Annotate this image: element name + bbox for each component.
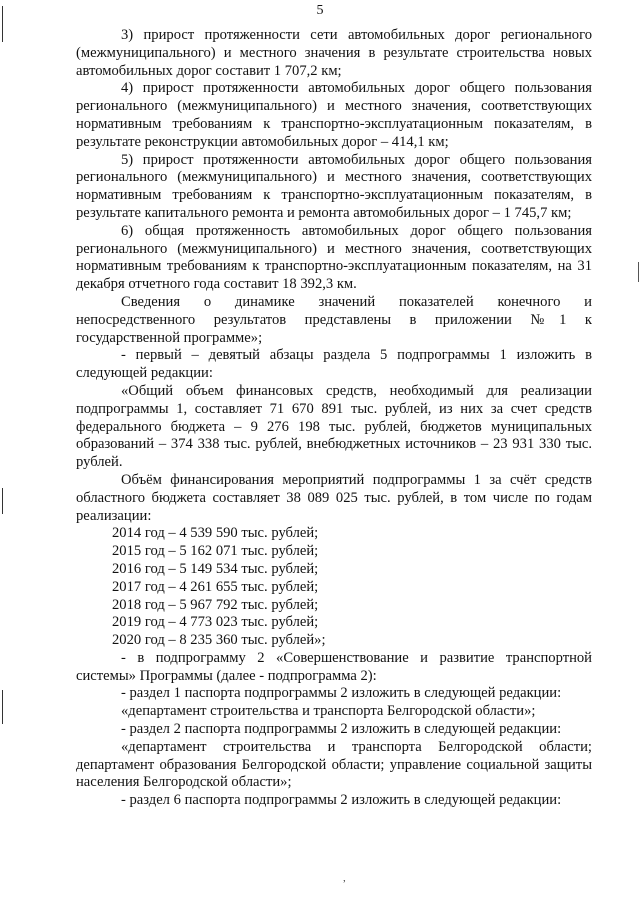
paragraph-passport-section6: - раздел 6 паспорта подпрограммы 2 изложить в следующей редакции:	[121, 792, 562, 809]
funding-year-item: 2020 год – 8 235 360 тыс. рублей»;	[112, 632, 326, 649]
paragraph-passport-section1: - раздел 1 паспорта подпрограммы 2 изложить в следующей редакции:	[121, 685, 562, 702]
paragraph-growth-repair: 5) прирост протяженности автомобильных дорог общего пользования регионального (межмуниципального) и местного значения, соответствующих нормативным требованиям к транспортно-эксплуатационным показателям, в результате капитального ремонта и ремонта автомобильных дорог – 1 745,7 км;	[76, 151, 592, 221]
paragraph-subprogram2: - в подпрограмму 2 «Совершенствование и развитие транспортной системы» Программы (далее - подпрограмма 2):	[76, 649, 592, 684]
paragraph-total-length: 6) общая протяженность автомобильных дорог общего пользования регионального (межмуниципального) и местного значения, соответствующих нормативным требованиям к транспортно-эксплуатационным показателям, на 31 декабря отчетного года составит 18 392,3 км.	[76, 222, 592, 293]
paragraph-total-funding: «Общий объем финансовых средств, необходимый для реализации подпрограммы 1, составляет 71 670 891 тыс. рублей, из них за счет средств федерального бюджета – 9 276 198 тыс. рублей, бюджетов муниципальных образований – 374 338 тыс. рублей, внебюджетных источников – 23 931 330 тыс. рублей.	[76, 382, 592, 471]
funding-year-item: 2018 год – 5 967 792 тыс. рублей;	[112, 596, 319, 613]
paragraph-regional-funding: Объём финансирования мероприятий подпрограммы 1 за счёт средств областного бюджета составляет 38 089 025 тыс. рублей, в том числе по годам реализации:	[76, 471, 592, 524]
funding-year-item: 2015 год – 5 162 071 тыс. рублей;	[112, 543, 319, 560]
paragraph-amend-section5: - первый – девятый абзацы раздела 5 подпрограммы 1 изложить в следующей редакции:	[76, 347, 592, 382]
paragraph-section1-text: «департамент строительства и транспорта Белгородской области»;	[121, 703, 536, 720]
page-number: 5	[316, 3, 324, 18]
funding-by-year-list	[76, 525, 592, 650]
document-body	[76, 27, 592, 810]
scan-speck: ,	[343, 872, 346, 884]
funding-year-item: 2016 год – 5 149 534 тыс. рублей;	[112, 560, 319, 577]
paragraph-section2-text: «департамент строительства и транспорта Белгородской области; департамент образования Белгородской области; управление социальной защиты населения Белгородской области»;	[76, 738, 592, 791]
paragraph-growth-reconstruction: 4) прирост протяженности автомобильных дорог общего пользования регионального (межмуниципального) и местного значения, соответствующих нормативным требованиям к транспортно-эксплуатационным показателям, в результате реконструкции автомобильных дорог – 414,1 км;	[76, 80, 592, 150]
paragraph-passport-section2: - раздел 2 паспорта подпрограммы 2 изложить в следующей редакции:	[121, 721, 562, 738]
funding-year-item: 2017 год – 4 261 655 тыс. рублей;	[112, 578, 319, 595]
funding-year-item: 2019 год – 4 773 023 тыс. рублей;	[112, 614, 319, 631]
funding-year-item: 2014 год – 4 539 590 тыс. рублей;	[112, 525, 319, 542]
scan-edge-mark	[2, 488, 3, 514]
paragraph-indicators-info: Сведения о динамике значений показателей конечного и непосредственного результатов представлены в приложении №1 к государственной программе»;	[76, 293, 592, 346]
scan-edge-mark	[638, 262, 639, 282]
paragraph-growth-new-roads: 3) прирост протяженности сети автомобильных дорог регионального (межмуниципального) и местного значения в результате строительства новых автомобильных дорог составит 1 707,2 км;	[76, 27, 592, 79]
scan-edge-mark	[2, 690, 3, 724]
